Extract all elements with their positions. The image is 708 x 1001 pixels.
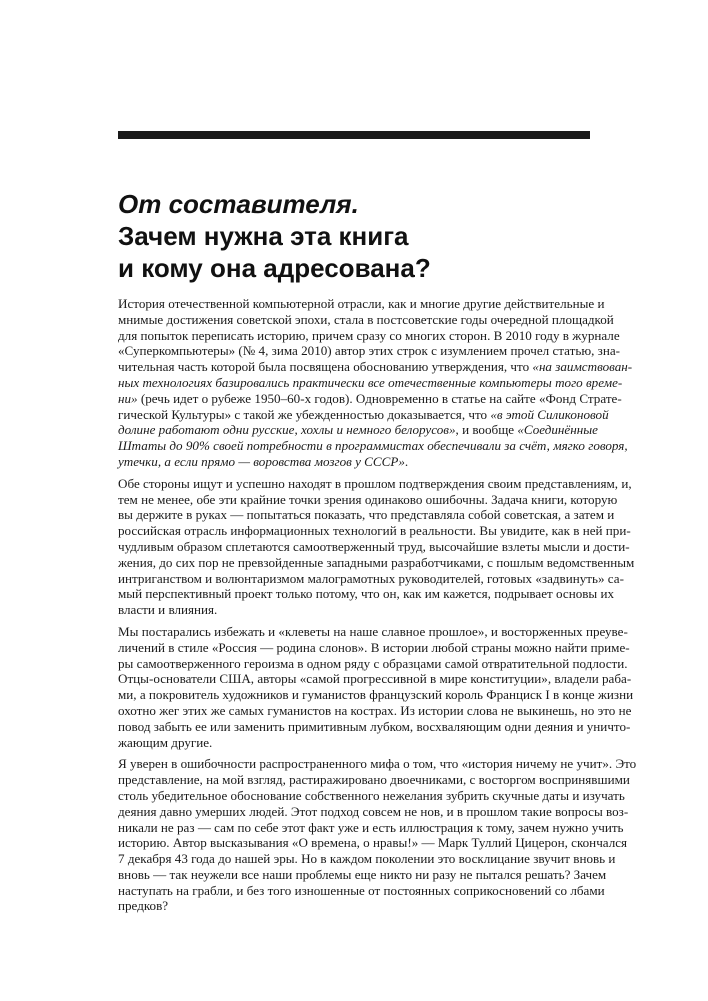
text-segment: «Суперкомпьютеры» (№ 4, зима 2010) автор этих строк с изумлением прочел статью, зна- bbox=[118, 343, 620, 359]
text-line bbox=[118, 374, 623, 391]
text-segment: мый перспективный проект только потому, что он, как им кажется, подрывает основы их bbox=[118, 586, 615, 602]
text-line bbox=[118, 491, 618, 508]
text-segment: Мы постарались избежать и «клеветы на наше славное прошлое», и восторженных преуве- bbox=[118, 623, 628, 639]
text-segment: История отечественной компьютерной отрасли, как и многие другие действительные и bbox=[118, 296, 605, 311]
text-segment: Обе стороны ищут и успешно находят в прошлом подтверждения своим представлениям, и, bbox=[118, 475, 632, 491]
text-line bbox=[118, 454, 590, 470]
text-line bbox=[118, 803, 629, 820]
chapter-heading bbox=[118, 188, 598, 284]
italic-segment: ни» bbox=[118, 390, 138, 406]
body-text bbox=[118, 296, 637, 920]
text-line bbox=[118, 570, 624, 587]
text-segment: личений в стиле «Россия — родина слонов». В истории любой страны можно найти приме- bbox=[118, 639, 630, 655]
text-segment: гической Культуры» с такой же убежденностью доказывается, что bbox=[118, 406, 491, 422]
text-segment: 7 декабря 43 года до нашей эры. Но в каждом поколении это восклицание звучит вновь и bbox=[118, 851, 616, 867]
text-line bbox=[118, 406, 609, 423]
paragraph bbox=[118, 756, 637, 914]
heading-line-2: Зачем нужна эта книга bbox=[118, 221, 409, 251]
text-line bbox=[118, 772, 630, 788]
text-line bbox=[118, 523, 631, 539]
text-segment: предков? bbox=[118, 898, 169, 914]
text-segment: ми, а покровитель художников и гуманистов французский король Франциск I в конце жизни bbox=[118, 687, 634, 703]
heading-line-3: и кому она адресована? bbox=[118, 253, 431, 283]
text-line bbox=[118, 343, 620, 359]
text-line bbox=[118, 623, 628, 640]
text-line bbox=[118, 438, 628, 454]
chapter-rule bbox=[118, 131, 590, 139]
text-line bbox=[118, 819, 624, 836]
text-segment: охотно жег этих же самых гуманистов на кострах. Из истории слова не выкинешь, но это не bbox=[118, 702, 632, 718]
text-line bbox=[118, 507, 615, 523]
text-segment: (речь идет о рубеже 1950–60-х годов). Одновременно в статье на сайте «Фонд Стратe- bbox=[137, 390, 622, 406]
text-line bbox=[118, 602, 590, 618]
text-line bbox=[118, 296, 605, 312]
text-line bbox=[118, 835, 628, 851]
text-segment: Отцы-основатели США, авторы «самой прогрессивной в мире конституции», владели раба- bbox=[118, 671, 632, 687]
text-segment: наступать на грабли, и без того изношенные от постоянных соприкосновений со лбами bbox=[118, 882, 605, 898]
text-line bbox=[118, 359, 633, 375]
paragraph bbox=[118, 623, 634, 750]
text-segment: тем не менее, обе эти крайние точки зрения одинаково ошибочны. Задача книги, которую bbox=[118, 491, 618, 507]
text-line bbox=[118, 639, 630, 656]
text-segment: российская отрасль информационных технологий в реальности. Вы увидите, как в ней при- bbox=[118, 523, 631, 539]
text-segment: чительная часть которой была посвящена обоснованию утверждения, что bbox=[118, 359, 533, 375]
text-segment: жения, до сих пор не превзойденные западными разработчиками, с пошлым ведомственным bbox=[118, 554, 635, 570]
text-line bbox=[118, 898, 590, 914]
text-segment: историю. Автор высказывания «О времена, о нравы!» — Марк Туллий Цицерон, скончался bbox=[118, 835, 628, 851]
text-segment: , и вообще bbox=[455, 422, 518, 438]
text-line bbox=[118, 687, 634, 703]
text-segment: деяния давно умерших людей. Этот подход совсем не нов, и в прошлом такие вопросы воз- bbox=[118, 803, 629, 819]
text-segment: вы держите в руках — попытаться показать, что представляла собой советская, а затем и bbox=[118, 507, 615, 523]
text-segment: власти и влияния. bbox=[118, 602, 218, 618]
text-line bbox=[118, 655, 628, 672]
text-segment: повод забыть ее или заменить примитивным лубком, восхваляющим одни деяния и уничто- bbox=[118, 718, 631, 734]
text-line bbox=[118, 851, 616, 867]
text-segment: интриганством и волюнтаризмом малограмотных руководителей, готовых «задвинуть» са- bbox=[118, 570, 624, 586]
italic-segment: «в этой Силиконовой bbox=[490, 406, 609, 422]
text-segment: . bbox=[404, 453, 409, 469]
text-line bbox=[118, 718, 631, 735]
text-segment: для попыток переписать историю, причем сразу со многих сторон. В 2010 году в журнале bbox=[118, 327, 620, 343]
text-line bbox=[118, 671, 632, 687]
paragraph bbox=[118, 475, 635, 618]
text-line bbox=[118, 554, 635, 571]
italic-segment: утечки, а если прямо — воровства мозгов у СССР» bbox=[118, 453, 405, 469]
text-segment: Я уверен в ошибочности распространенного мифа о том, что «история ничему не учит». Это bbox=[118, 756, 637, 772]
italic-segment: долине работают одни русские, хохлы и немного белорусов» bbox=[118, 422, 456, 438]
italic-segment: ных технологиях базировались практически все отечественные компьютеры того време- bbox=[118, 374, 623, 390]
text-line bbox=[118, 787, 625, 804]
text-segment: столь убедительное обоснование собственного нежелания зубрить скучные даты и изучать bbox=[118, 787, 625, 803]
italic-segment: «Соединённые bbox=[517, 422, 598, 438]
text-line bbox=[118, 422, 598, 438]
text-segment: вновь — так неужели все наши проблемы еще никто ни разу не пытался решать? Зачем bbox=[118, 866, 607, 882]
text-line bbox=[118, 538, 630, 555]
text-segment: чудливым образом сплетаются самоотверженный труд, высочайшие взлеты мысли и дости- bbox=[118, 538, 630, 554]
paragraph bbox=[118, 296, 633, 470]
text-line bbox=[118, 735, 590, 751]
text-line bbox=[118, 475, 632, 492]
heading-line-1: От составителя. bbox=[118, 189, 359, 219]
text-line bbox=[118, 756, 637, 772]
text-line bbox=[118, 311, 614, 328]
text-line bbox=[118, 702, 632, 719]
italic-segment: «на заимствован- bbox=[532, 359, 633, 375]
italic-segment: Штаты до 90% своей потребности в программистах обеспечивали за счёт, мягко говоря, bbox=[118, 438, 628, 454]
text-line bbox=[118, 586, 615, 602]
text-segment: представление, на мой взгляд, растиражировано двоечниками, с восторгом воспринявшими bbox=[118, 772, 630, 788]
text-line bbox=[118, 390, 622, 407]
text-segment: мнимые достижения советской эпохи, стала в постсоветские годы очередной площадкой bbox=[118, 311, 614, 327]
text-line bbox=[118, 327, 620, 344]
text-segment: ры самоотверженного героизма в одном ряду с образцами самой отвратительной подлости. bbox=[118, 655, 628, 671]
text-line bbox=[118, 866, 607, 883]
text-segment: никали не раз — сам по себе этот факт уже и есть иллюстрация к тому, зачем нужно учить bbox=[118, 819, 624, 835]
text-segment: жающим другие. bbox=[118, 734, 213, 750]
text-line bbox=[118, 882, 605, 899]
